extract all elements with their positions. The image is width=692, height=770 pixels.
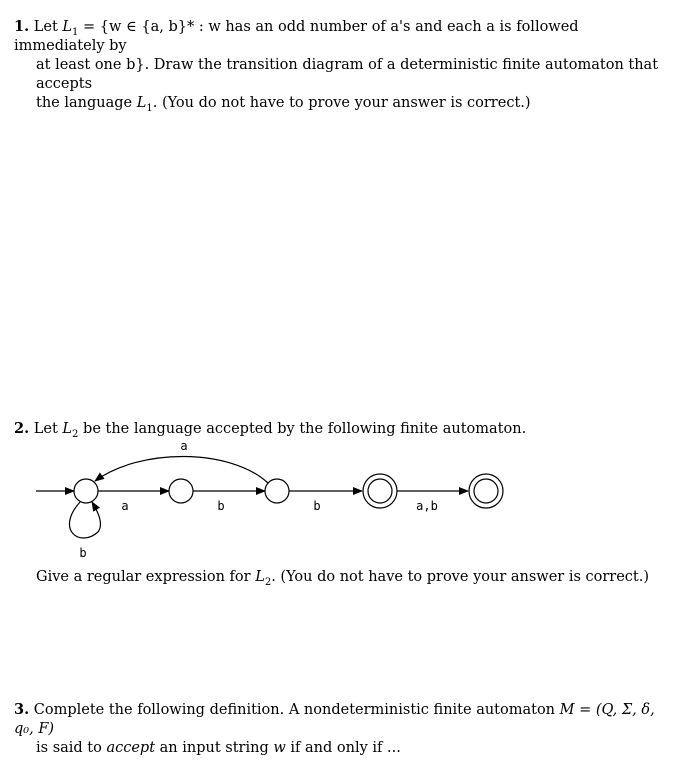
state-q0 (74, 479, 98, 503)
problem-text: . (You do not have to prove your answer is correct.) (152, 95, 531, 111)
problem-3 (14, 700, 662, 758)
problem-number: 1. (14, 18, 30, 35)
machine-tuple: M = (Q, Σ, δ, q₀, F) (14, 702, 655, 737)
label-q3-q4: a,b (416, 499, 438, 513)
problem-1-line-1 (14, 17, 662, 56)
problem-number: 2. (14, 420, 30, 437)
problem-3-line-2 (14, 739, 662, 758)
problem-text: the language (36, 95, 133, 111)
problem-text: . (You do not have to prove your answer is correct.) (271, 569, 650, 585)
problem-3-line-1 (14, 700, 662, 739)
problem-text: be the language accepted by the following finite automaton. (83, 421, 527, 437)
transition-q0-self (69, 502, 100, 538)
language-symbol: L (62, 19, 73, 35)
problem-text: Complete the following definition. A nondeterministic finite automaton (33, 702, 556, 718)
state-q4 (469, 474, 503, 508)
label-q2-q3: b (313, 499, 321, 513)
label-q0-q1: a (121, 499, 129, 513)
label-q2-q0: a (180, 439, 188, 453)
problem-1 (14, 17, 662, 113)
set-definition: = {w ∈ {a, b}* : w has an odd number of a's and each a is followed immediately by (14, 19, 579, 54)
problem-1-line-3 (14, 94, 662, 113)
problem-1-line-2: at least one b}. Draw the transition diagram of a deterministic finite automaton that accepts (36, 57, 659, 92)
string-variable: w (273, 740, 286, 756)
label-q0-self: b (79, 546, 87, 560)
problem-2-question (36, 568, 649, 587)
problem-text: Give a regular expression for (36, 569, 251, 585)
accept-term: accept (106, 740, 156, 756)
language-symbol: L (62, 421, 73, 437)
label-q1-q2: b (217, 499, 225, 513)
language-symbol: L (255, 569, 265, 585)
problem-text: an input string (159, 740, 269, 756)
state-q3 (363, 474, 397, 508)
problem-text: Let (33, 421, 58, 437)
problem-text: if and only if ... (290, 740, 401, 756)
problem-text: is said to (36, 740, 102, 756)
language-subscript: 2 (264, 576, 272, 588)
language-symbol: L (136, 95, 147, 111)
language-subscript: 2 (72, 428, 79, 440)
state-q2 (265, 479, 289, 503)
language-subscript: 1 (72, 26, 79, 38)
problem-number: 3. (14, 701, 30, 718)
automaton-diagram (0, 430, 692, 570)
problem-text: Let (33, 19, 58, 35)
language-subscript: 1 (146, 102, 153, 114)
state-q1 (169, 479, 193, 503)
